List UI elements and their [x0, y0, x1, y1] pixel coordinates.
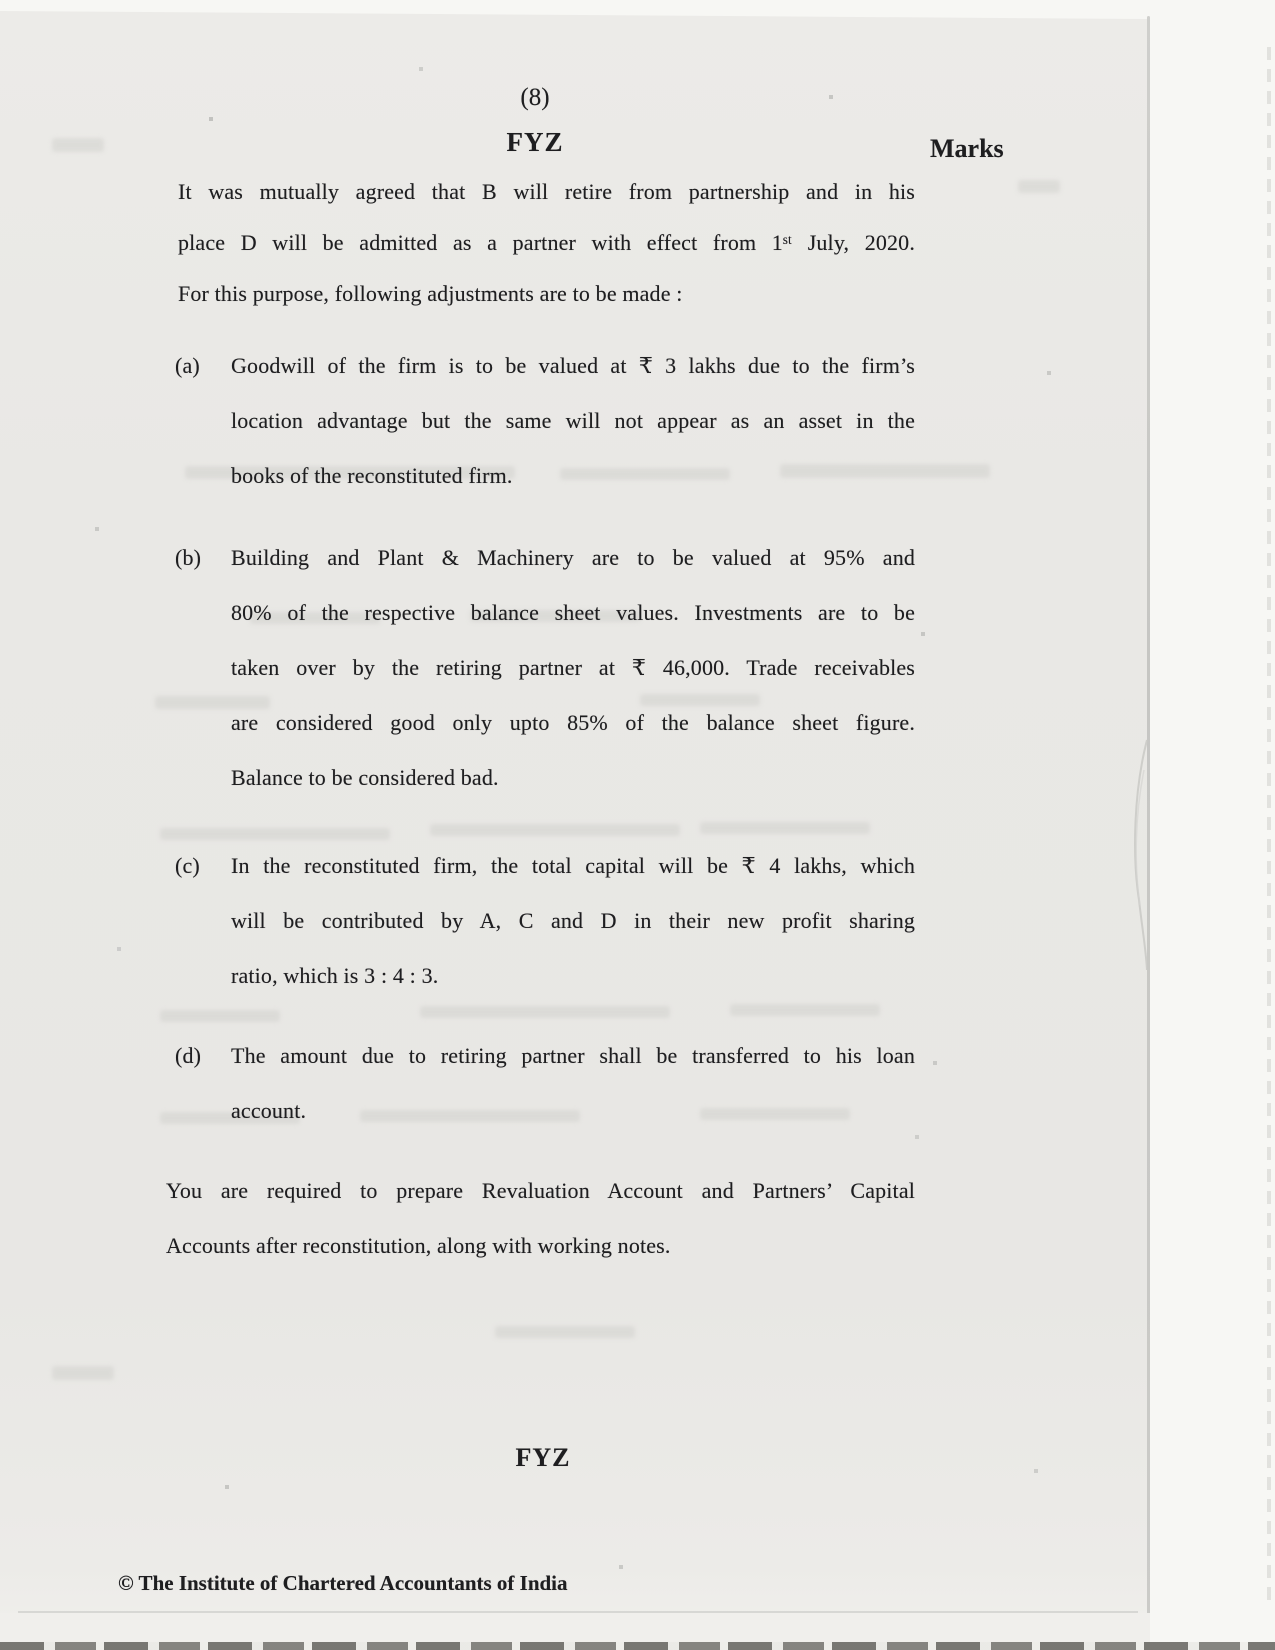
text-line: 80% of the respective balance sheet values. Investments are to be: [231, 600, 915, 625]
item-label: (a): [175, 353, 200, 378]
marks-column-header: Marks: [930, 134, 1004, 163]
bleed-through-smudge: [730, 1004, 880, 1016]
list-item-a: [175, 338, 915, 503]
text-line: place D will be admitted as a partner with effect from 1ˢᵗ July, 2020.: [178, 230, 915, 255]
paper-crease: [1120, 735, 1160, 975]
item-text: [231, 530, 915, 805]
intro-paragraph: [178, 166, 915, 319]
bleed-through-smudge: [495, 1326, 635, 1338]
text-line: Accounts after reconstitution, along with working notes.: [166, 1233, 671, 1258]
text-line: Balance to be considered bad.: [231, 765, 499, 790]
requirement-paragraph: [166, 1163, 915, 1273]
list-item-b: [175, 530, 915, 805]
text-line: In the reconstituted firm, the total capital will be ₹ 4 lakhs, which: [231, 853, 915, 878]
item-text: [231, 338, 915, 503]
item-label: (c): [175, 853, 200, 878]
list-item-d: [175, 1028, 915, 1138]
text-line: It was mutually agreed that B will retire from partnership and in his: [178, 179, 915, 204]
text-line: The amount due to retiring partner shall be transferred to his loan: [231, 1043, 915, 1068]
bleed-through-smudge: [1018, 180, 1060, 193]
question-code-heading: FYZ: [506, 127, 564, 157]
text-line: Building and Plant & Machinery are to be valued at 95% and: [231, 545, 915, 570]
text-line: location advantage but the same will not appear as an asset in the: [231, 408, 915, 433]
item-label: (d): [175, 1043, 202, 1068]
text-line: taken over by the retiring partner at ₹ 46,000. Trade receivables: [231, 655, 915, 680]
bleed-through-smudge: [160, 1010, 280, 1022]
bleed-through-smudge: [700, 822, 870, 834]
text-line: Goodwill of the firm is to be valued at ₹ 3 lakhs due to the firm’s: [231, 353, 915, 378]
list-item-c: [175, 838, 915, 1003]
text-line: books of the reconstituted firm.: [231, 463, 513, 488]
bleed-through-smudge: [430, 824, 680, 836]
text-line: will be contributed by A, C and D in their new profit sharing: [231, 908, 915, 933]
text-line: ratio, which is 3 : 4 : 3.: [231, 963, 439, 988]
scan-bottom-band: [0, 1613, 1150, 1642]
text-line: are considered good only upto 85% of the balance sheet figure.: [231, 710, 915, 735]
page-number: (8): [520, 84, 550, 111]
text-line: For this purpose, following adjustments are to be made :: [178, 281, 683, 306]
text-line: account.: [231, 1098, 307, 1123]
scan-noise-speckles: [0, 0, 2, 2]
item-text: [231, 1028, 915, 1138]
item-text: [231, 838, 915, 1003]
bleed-through-smudge: [420, 1006, 670, 1018]
scanner-edge-artifact: [1267, 40, 1271, 1600]
item-label: (b): [175, 545, 202, 570]
question-code-footer: FYZ: [515, 1443, 571, 1472]
bleed-through-smudge: [52, 1366, 114, 1380]
text-line: You are required to prepare Revaluation Account and Partners’ Capital: [166, 1178, 915, 1203]
scan-edge-strip: [0, 1642, 1275, 1650]
copyright-notice: © The Institute of Chartered Accountants of India: [118, 1571, 568, 1595]
